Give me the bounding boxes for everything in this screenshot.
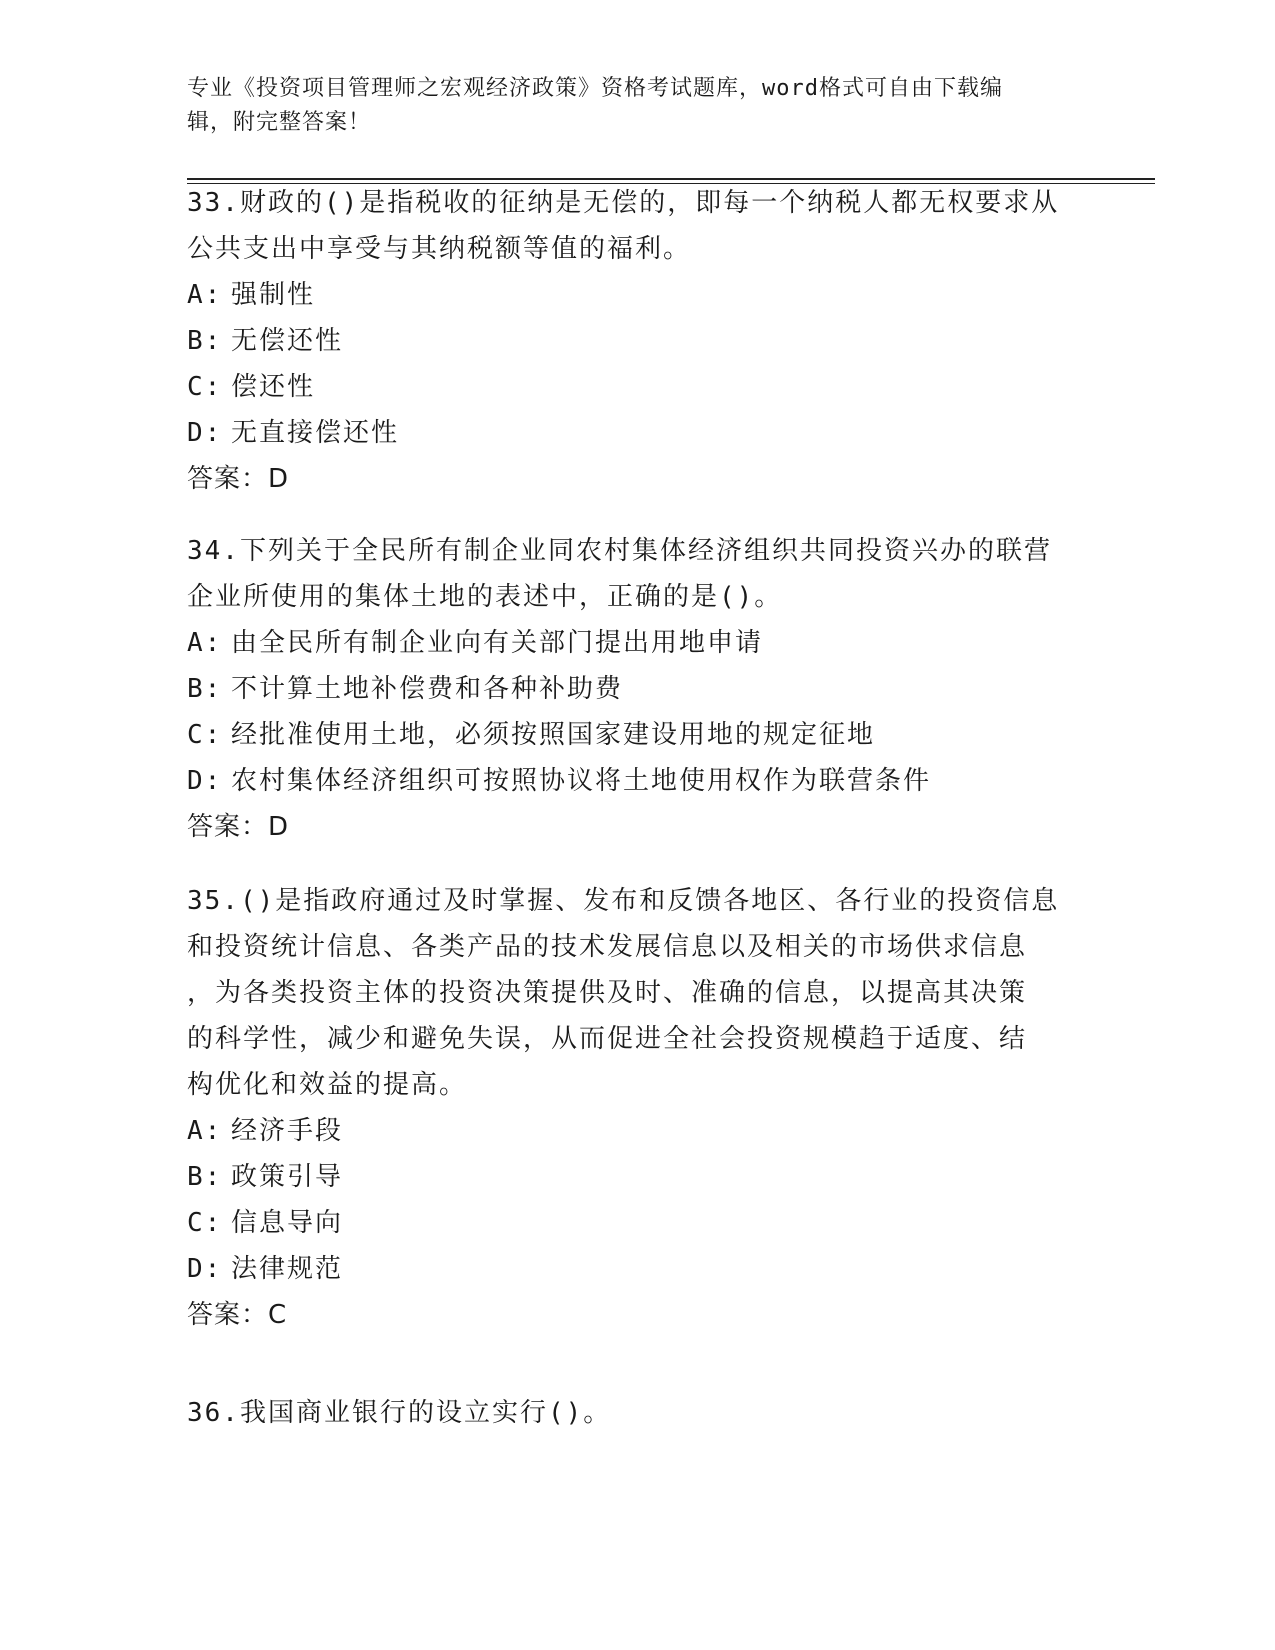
option-d: [187, 410, 1087, 456]
option-text: 经济手段: [231, 1116, 344, 1146]
option-b: [187, 1154, 1087, 1200]
option-key: D:: [187, 418, 223, 448]
option-a: [187, 1108, 1087, 1154]
option-text: 农村集体经济组织可按照协议将土地使用权作为联营条件: [231, 766, 932, 796]
option-text: 由全民所有制企业向有关部门提出用地申请: [231, 628, 764, 658]
option-text: 强制性: [231, 280, 316, 310]
option-text: 法律规范: [231, 1254, 344, 1284]
option-d: [187, 758, 1087, 804]
option-key: A:: [187, 628, 223, 658]
answer: 答案：C: [187, 1300, 288, 1330]
document-intro: 专业《投资项目管理师之宏观经济政策》资格考试题库，word格式可自由下载编 辑，附完整答案！: [187, 76, 1003, 135]
option-key: B:: [187, 674, 223, 704]
option-key: B:: [187, 326, 223, 356]
question-33: [187, 180, 1087, 502]
option-c: [187, 1200, 1087, 1246]
option-key: C:: [187, 372, 223, 402]
document-page: [187, 0, 1157, 1650]
question-36: [187, 1390, 1087, 1436]
question-stem: 33.财政的()是指税收的征纳是无偿的，即每一个纳税人都无权要求从 公共支出中享受与其纳税额等值的福利。: [187, 188, 1060, 264]
question-34: [187, 528, 1087, 850]
option-text: 信息导向: [231, 1208, 344, 1238]
option-text: 无直接偿还性: [231, 418, 400, 448]
option-key: A:: [187, 280, 223, 310]
option-d: [187, 1246, 1087, 1292]
option-key: C:: [187, 1208, 223, 1238]
option-key: A:: [187, 1116, 223, 1146]
option-text: 政策引导: [231, 1162, 344, 1192]
option-a: [187, 272, 1087, 318]
option-text: 无偿还性: [231, 326, 344, 356]
option-key: B:: [187, 1162, 223, 1192]
option-c: [187, 712, 1087, 758]
answer: 答案：D: [187, 464, 290, 494]
option-b: [187, 666, 1087, 712]
question-stem: 35.()是指政府通过及时掌握、发布和反馈各地区、各行业的投资信息 和投资统计信息、各类产品的技术发展信息以及相关的市场供求信息 ，为各类投资主体的投资决策提供及时、准确的信息，以提高其决策 的科学性，减少和避免失误，从而促进全社会投资规模趋于适度、结 构优化和效益的提高。: [187, 886, 1060, 1100]
option-b: [187, 318, 1087, 364]
option-key: D:: [187, 1254, 223, 1284]
option-text: 经批准使用土地，必须按照国家建设用地的规定征地: [231, 720, 876, 750]
question-35: [187, 878, 1087, 1338]
option-key: C:: [187, 720, 223, 750]
option-key: D:: [187, 766, 223, 796]
option-text: 偿还性: [231, 372, 316, 402]
question-stem: 34.下列关于全民所有制企业同农村集体经济组织共同投资兴办的联营 企业所使用的集体土地的表述中，正确的是()。: [187, 536, 1052, 612]
option-a: [187, 620, 1087, 666]
option-text: 不计算土地补偿费和各种补助费: [231, 674, 624, 704]
question-stem: 36.我国商业银行的设立实行()。: [187, 1398, 612, 1428]
answer: 答案：D: [187, 812, 290, 842]
option-c: [187, 364, 1087, 410]
